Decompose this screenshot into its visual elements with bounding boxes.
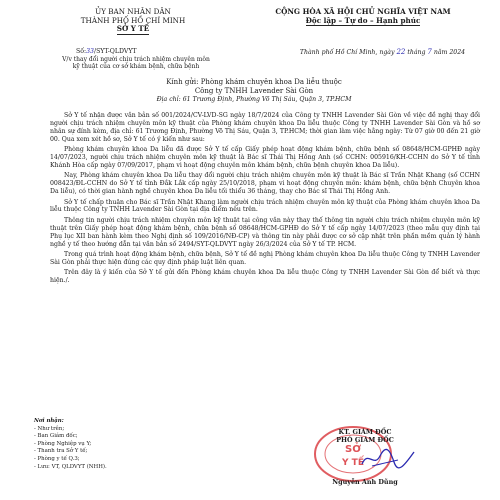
stamp-text-top: SỞ xyxy=(345,444,361,455)
issuer-header xyxy=(58,8,208,35)
handwritten-signature-icon xyxy=(358,446,418,472)
recipients-item: - Thanh tra Sở Y tế; xyxy=(34,448,88,455)
national-header xyxy=(238,8,488,26)
body-paragraph: Trong quá trình hoạt động khám bệnh, chữa bệnh, Sở Y tế đề nghị Phòng khám chuyên khoa Da liễu thuộc Công ty TNHH Lavender Sài Gòn phải thực hiện đúng các quy định pháp luật liên quan. xyxy=(50,251,480,266)
signer-name: Nguyễn Anh Dũng xyxy=(332,478,398,486)
recipient-line2: Công ty TNHH Lavender Sài Gòn xyxy=(194,86,314,95)
recipients-title: Nơi nhận: xyxy=(34,418,64,424)
recipients-item: - Phòng Nghiệp vụ Y; xyxy=(34,440,92,447)
date-year: năm 2024 xyxy=(433,49,466,56)
place-date xyxy=(270,48,495,56)
body-paragraph: Nay, Phòng khám chuyên khoa Da liễu thay đổi người chịu trách nhiệm chuyên môn kỹ thuật là Bác sĩ Trần Nhật Khang (số CCHN 008423/ĐL-CCHN do Sở Y tế tỉnh Đắk Lắk cấp ngày 25/10/2018, phạm vi hoạt động chuyên môn: khám bệnh, chữa bệnh Chuyên khoa Da liễu), có thời gian hành nghề chuyên khoa Da liễu tối thiểu 36 tháng, thay cho Bác sĩ Thái Thị Hồng Anh. xyxy=(50,172,480,196)
date-day: 22 xyxy=(396,48,406,56)
body-paragraph: Trên đây là ý kiến của Sở Y tế gửi đến Phòng khám chuyên khoa Da liễu thuộc Công ty TNHH Lavender Sài Gòn để biết và thực hiện./. xyxy=(50,269,480,285)
doc-number-suffix: /SYT-QLDVYT xyxy=(93,48,137,55)
issuer-line3: SỞ Y TẾ xyxy=(116,24,150,34)
recipients-item: - Như trên; xyxy=(34,425,65,432)
body-paragraph: Thông tin người chịu trách nhiệm chuyên môn kỹ thuật tại công văn này thay thế thông tin người chịu trách nhiệm chuyên môn kỹ thuật trên Giấy phép hoạt động khám bệnh, chữa bệnh số 08648/HCM-GPHĐ do Sở Y tế cấp ngày 14/07/2023 (theo mẫu quy định tại Phụ lục XII ban hành kèm theo Nghị định số 109/2016/NĐ-CP) và thông tin này phải được cơ sở cập nhật trên phần mềm quản lý hành nghề y tế theo hướng dẫn tại văn bản số 2494/SYT-QLDVYT ngày 26/3/2024 của Sở Y tế TP. HCM. xyxy=(50,216,480,248)
body-paragraph: Sở Y tế chấp thuận cho Bác sĩ Trần Nhật Khang làm người chịu trách nhiệm chuyên môn kỹ thuật của Phòng khám chuyên khoa Da liễu thuộc Công ty TNHH Lavender Sài Gòn tại địa điểm nêu trên. xyxy=(50,198,480,214)
document-number xyxy=(76,48,137,55)
stamp-text-bottom: Y TẾ xyxy=(342,458,364,468)
national-title: CỘNG HÒA XÃ HỘI CHỦ NGHĨA VIỆT NAM xyxy=(275,7,451,16)
recipients-item: - Lưu: VT, QLDVYT (NHH). xyxy=(34,463,107,470)
recipients-list xyxy=(34,418,107,471)
doc-number-handwritten: 33 xyxy=(86,48,94,55)
issuer-line2: THÀNH PHỐ HỒ CHÍ MINH xyxy=(80,15,186,25)
signature-block xyxy=(290,428,440,444)
date-month: 7 xyxy=(427,48,432,56)
date-month-label: tháng xyxy=(407,49,426,56)
recipient xyxy=(54,78,454,95)
recipient-address: Địa chỉ: 61 Trương Định, Phường Võ Thị Sáu, Quận 3, TP.HCM xyxy=(156,96,352,103)
issuer-line1: ỦY BAN NHÂN DÂN xyxy=(95,7,171,16)
signature-line1: KT. GIÁM ĐỐC xyxy=(338,428,392,436)
signature-line2: PHÓ GIÁM ĐỐC xyxy=(336,436,394,444)
place-date-prefix: Thành phố Hồ Chí Minh, ngày xyxy=(299,49,395,56)
body-paragraph: Phòng khám chuyên khoa Da liễu đã được Sở Y tế cấp Giấy phép hoạt động khám bệnh, chữa bệnh số 08648/HCM-GPHĐ ngày 14/07/2023, người chịu trách nhiệm chuyên môn kỹ thuật là Bác sĩ Thái Thị Hồng Anh (số CCHN: 005916/KH-CCHN do Sở Y tế tỉnh Khánh Hòa cấp ngày 07/09/2017, phạm vi hoạt động chuyên môn khám bệnh, chữa bệnh chuyên khoa Da liễu). xyxy=(50,146,480,169)
body-paragraph: Sở Y tế nhận được văn bản số 001/2024/CV-LVD-SG ngày 18/7/2024 của Công ty TNHH Lavender Sài Gòn về việc đề nghị thay đổi người chịu trách nhiệm chuyên môn kỹ thuật của Phòng khám chuyên khoa Da liễu thuộc Công ty TNHH Lavender Sài Gòn và hồ sơ nhân sự đính kèm, địa chỉ: 61 Trương Định, Phường Võ Thị Sáu, Quận 3, TP.HCM; thời gian làm việc hằng ngày: Từ 07 giờ 00 đến 21 giờ 00. Qua xem xét hồ sơ, Sở Y tế có ý kiến như sau: xyxy=(50,112,480,143)
national-motto: Độc lập – Tự do – Hạnh phúc xyxy=(305,15,421,25)
document-subject: V/v thay đổi người chịu trách nhiệm chuyên môn kỹ thuật của cơ sở khám bệnh, chữa bệnh xyxy=(62,56,210,71)
recipient-line1: Kính gửi: Phòng khám chuyên khoa Da liễu thuộc xyxy=(166,78,342,86)
recipients-item: - Ban Giám đốc; xyxy=(34,433,78,440)
recipients-item: - Phòng y tế Q.3; xyxy=(34,455,80,462)
doc-number-prefix: Số: xyxy=(76,48,87,55)
document-body xyxy=(50,112,480,288)
